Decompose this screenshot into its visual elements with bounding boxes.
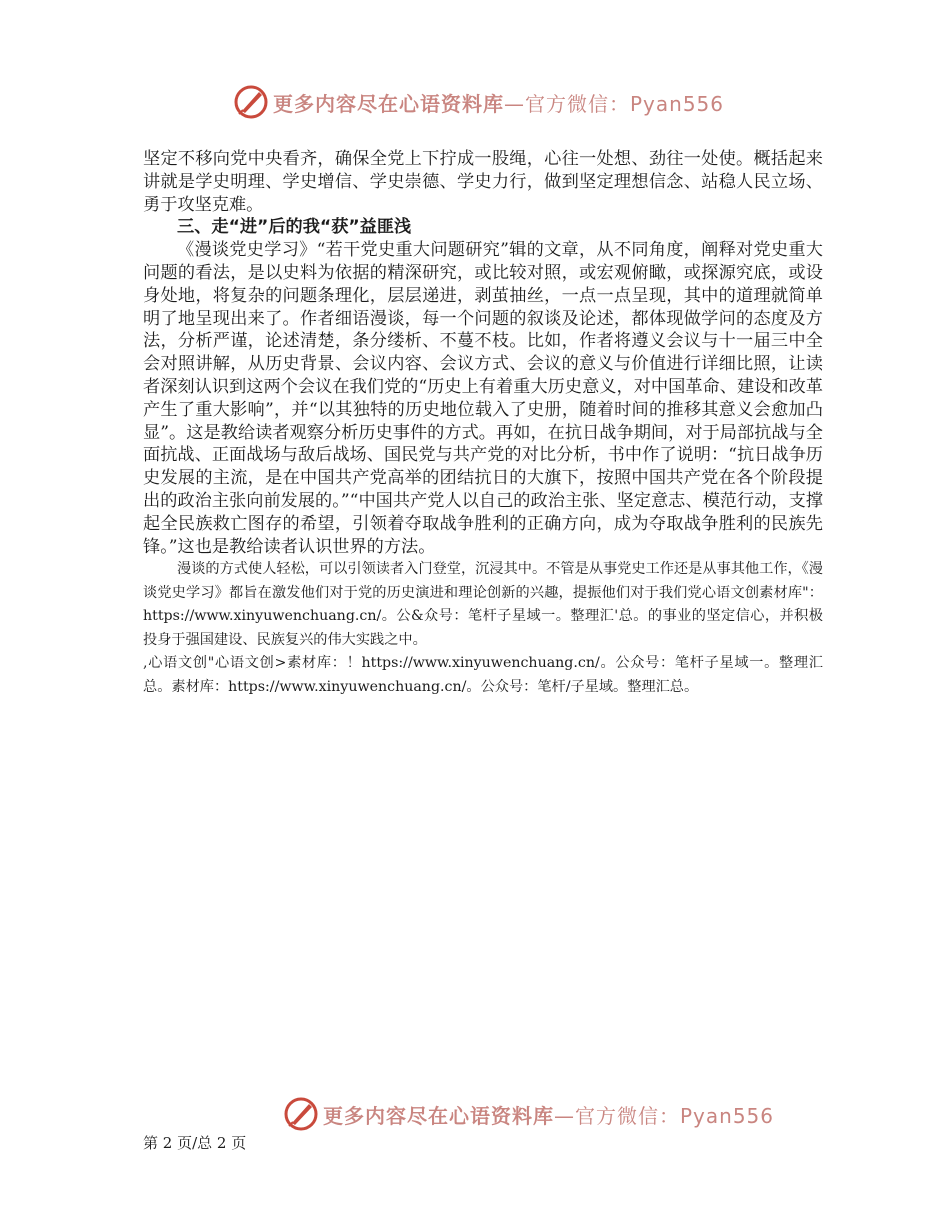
paragraph-4: ,心语文创"心语文创>素材库：！https://www.xinyuwenchuang.cn/。公众号：笔杆子星域一。整理汇总。素材库：https://www.xinyuwenchuang.cn/。公众号：笔杆/子星域。整理汇总。 bbox=[143, 655, 823, 695]
footer-banner bbox=[283, 1096, 774, 1132]
footer-banner-text bbox=[323, 1100, 774, 1129]
quill-logo-icon bbox=[283, 1096, 319, 1132]
paragraph-1: 坚定不移向党中央看齐，确保全党上下拧成一股绳，心往一处想、劲往一处使。概括起来讲就是学史明理、学史增信、学史崇德、学史力行，做到坚定理想信念、站稳人民立场、勇于攻坚克难。 bbox=[143, 149, 823, 215]
paragraph-3: 漫谈的方式使人轻松，可以引领读者入门登堂，沉浸其中。不管是从事党史工作还是从事其他工作，《漫谈党史学习》都旨在激发他们对于党的历史演进和理论创新的兴趣，提振他们对于我们党心语文创素材库"：https://www.xinyuwenchuang.cn/。公&众号：笔杆子星域一。整理汇'总。的事业的坚定信心，并积极投身于强国建设、民族复兴的伟大实践之中。 bbox=[143, 561, 823, 648]
header-banner bbox=[233, 84, 724, 120]
footer-banner-wechat: 官方微信：Pyan556 bbox=[575, 1103, 775, 1128]
header-banner-title: 更多内容尽在心语资料库 bbox=[273, 91, 504, 116]
header-banner-wechat: 官方微信：Pyan556 bbox=[525, 91, 725, 116]
header-banner-text bbox=[273, 88, 724, 117]
header-banner-dash: — bbox=[504, 91, 525, 116]
document-body bbox=[143, 148, 823, 699]
paragraph-2: 《漫谈党史学习》“若干党史重大问题研究”辑的文章，从不同角度，阐释对党史重大问题的看法，是以史料为依据的精深研究，或比较对照，或宏观俯瞰，或探源究底，或设身处地，将复杂的问题条理化，层层递进，剥茧抽丝，一点一点呈现，其中的道理就简单明了地呈现出来了。作者细语漫谈，每一个问题的叙谈及论述，都体现做学问的态度及方法，分析严谨，论述清楚，条分缕析、不蔓不枝。比如，作者将遵义会议与十一届三中全会对照讲解，从历史背景、会议内容、会议方式、会议的意义与价值进行详细比照，让读者深刻认识到这两个会议在我们党的“历史上有着重大历史意义，对中国革命、建设和改革产生了重大影响”，并“以其独特的历史地位载入了史册，随着时间的推移其意义会愈加凸显”。这是教给读者观察分析历史事件的方式。再如，在抗日战争期间，对于局部抗战与全面抗战、正面战场与敌后战场、国民党与共产党的对比分析，书中作了说明：“抗日战争历史发展的主流，是在中国共产党高举的团结抗日的大旗下，按照中国共产党在各个阶段提出的政治主张向前发展的。”“中国共产党人以自己的政治主张、坚定意志、模范行动，支撑起全民族救亡图存的希望，引领着夺取战争胜利的正确方向，成为夺取战争胜利的民族先锋。”这也是教给读者认识世界的方法。 bbox=[143, 240, 823, 557]
section-heading-3: 三、走“进”后的我“获”益匪浅 bbox=[177, 217, 412, 238]
quill-logo-icon bbox=[233, 84, 269, 120]
page-number: 第 2 页/总 2 页 bbox=[143, 1134, 247, 1152]
footer-banner-dash: — bbox=[554, 1103, 575, 1128]
footer-banner-title: 更多内容尽在心语资料库 bbox=[323, 1103, 554, 1128]
